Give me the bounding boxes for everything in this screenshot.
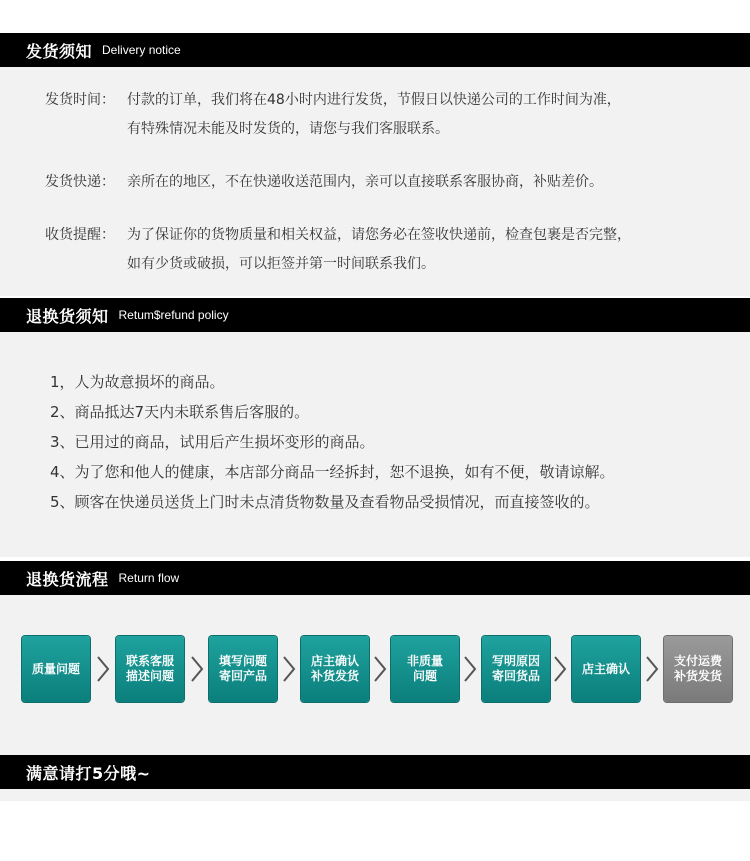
chevron-right-icon	[96, 654, 110, 684]
flow-step-1-line1: 质量问题	[31, 661, 80, 676]
flow-step-fill-issue	[209, 636, 277, 702]
chevron-right-icon	[645, 654, 659, 684]
flow-step-6-line1: 写明原因	[491, 654, 540, 668]
flow-step-state-reason	[482, 636, 550, 702]
delivery-time-label: 发货时间：	[45, 92, 115, 108]
return-flow-title: 退换货流程	[26, 569, 109, 589]
flow-step-7-line1: 店主确认	[581, 661, 630, 676]
delivery-notice-header	[0, 33, 750, 67]
flow-step-4-line2: 补货发货	[310, 669, 359, 683]
delivery-notice-title: 发货须知	[26, 41, 93, 61]
chevron-right-icon	[282, 654, 296, 684]
chevron-right-icon	[463, 654, 477, 684]
rating-request-banner	[0, 755, 750, 789]
flow-step-non-quality	[391, 636, 459, 702]
refund-policy-header	[0, 298, 750, 332]
flow-step-8-line1: 支付运费	[673, 654, 722, 668]
chevron-right-icon	[553, 654, 567, 684]
refund-policy-title: 退换货须知	[26, 306, 109, 326]
policy-item-5: 5、顾客在快递员送货上门时未点清货物数量及查看物品受损情况，而直接签收的。	[50, 493, 600, 511]
flow-step-2-line1: 联系客服	[125, 654, 174, 668]
receipt-reminder-row	[45, 220, 631, 250]
delivery-notice-panel	[0, 67, 750, 296]
policy-item-3: 3、已用过的商品，试用后产生损坏变形的商品。	[50, 433, 375, 451]
receipt-reminder-label: 收货提醒：	[45, 227, 115, 243]
delivery-courier-row	[45, 167, 603, 197]
policy-item-1: 1，人为故意损坏的商品。	[50, 373, 225, 391]
flow-step-5-line1: 非质量	[406, 654, 443, 668]
delivery-time-text-2: 有特殊情况未能及时发货的，请您与我们客服联系。	[127, 121, 449, 137]
chevron-right-icon	[373, 654, 387, 684]
flow-step-6-line2: 寄回货品	[491, 669, 540, 683]
flow-step-4-line1: 店主确认	[310, 654, 359, 668]
delivery-courier-label: 发货快递：	[45, 174, 115, 190]
refund-policy-panel	[0, 332, 750, 557]
return-flow-subtitle: Return flow	[118, 571, 180, 585]
flow-step-3-line2: 寄回产品	[218, 669, 267, 683]
flow-step-pay-shipping	[664, 636, 732, 702]
return-flow-header	[0, 561, 750, 595]
footer-strip	[0, 789, 750, 801]
flow-step-owner-confirm-2	[572, 636, 640, 702]
refund-policy-subtitle: Retum$refund policy	[118, 308, 229, 322]
delivery-time-text: 付款的订单，我们将在48小时内进行发货，节假日以快递公司的工作时间为准，	[127, 92, 621, 108]
chevron-right-icon	[190, 654, 204, 684]
flow-step-8-line2: 补货发货	[673, 669, 722, 683]
flow-step-5-line2: 问题	[412, 669, 437, 683]
policy-item-4: 4、为了您和他人的健康，本店部分商品一经拆封，恕不退换，如有不便，敬请谅解。	[50, 463, 615, 481]
receipt-reminder-text: 为了保证你的货物质量和相关权益，请您务必在签收快递前，检查包裹是否完整，	[127, 227, 631, 243]
receipt-reminder-text-2: 如有少货或破损，可以拒签并第一时间联系我们。	[127, 256, 435, 272]
flow-step-contact-service	[116, 636, 184, 702]
flow-step-owner-confirm	[301, 636, 369, 702]
delivery-courier-text: 亲所在的地区，不在快递收送范围内，亲可以直接联系客服协商，补贴差价。	[127, 174, 603, 190]
flow-step-2-line2: 描述问题	[125, 669, 174, 683]
policy-item-2: 2、商品抵达7天内未联系售后客服的。	[50, 403, 310, 421]
delivery-notice-subtitle: Delivery notice	[102, 43, 181, 57]
rating-request-text: 满意请打5分哦~	[26, 763, 151, 783]
delivery-time-row	[45, 85, 621, 115]
flow-step-quality-issue	[22, 636, 90, 702]
flow-step-3-line1: 填写问题	[218, 654, 267, 668]
